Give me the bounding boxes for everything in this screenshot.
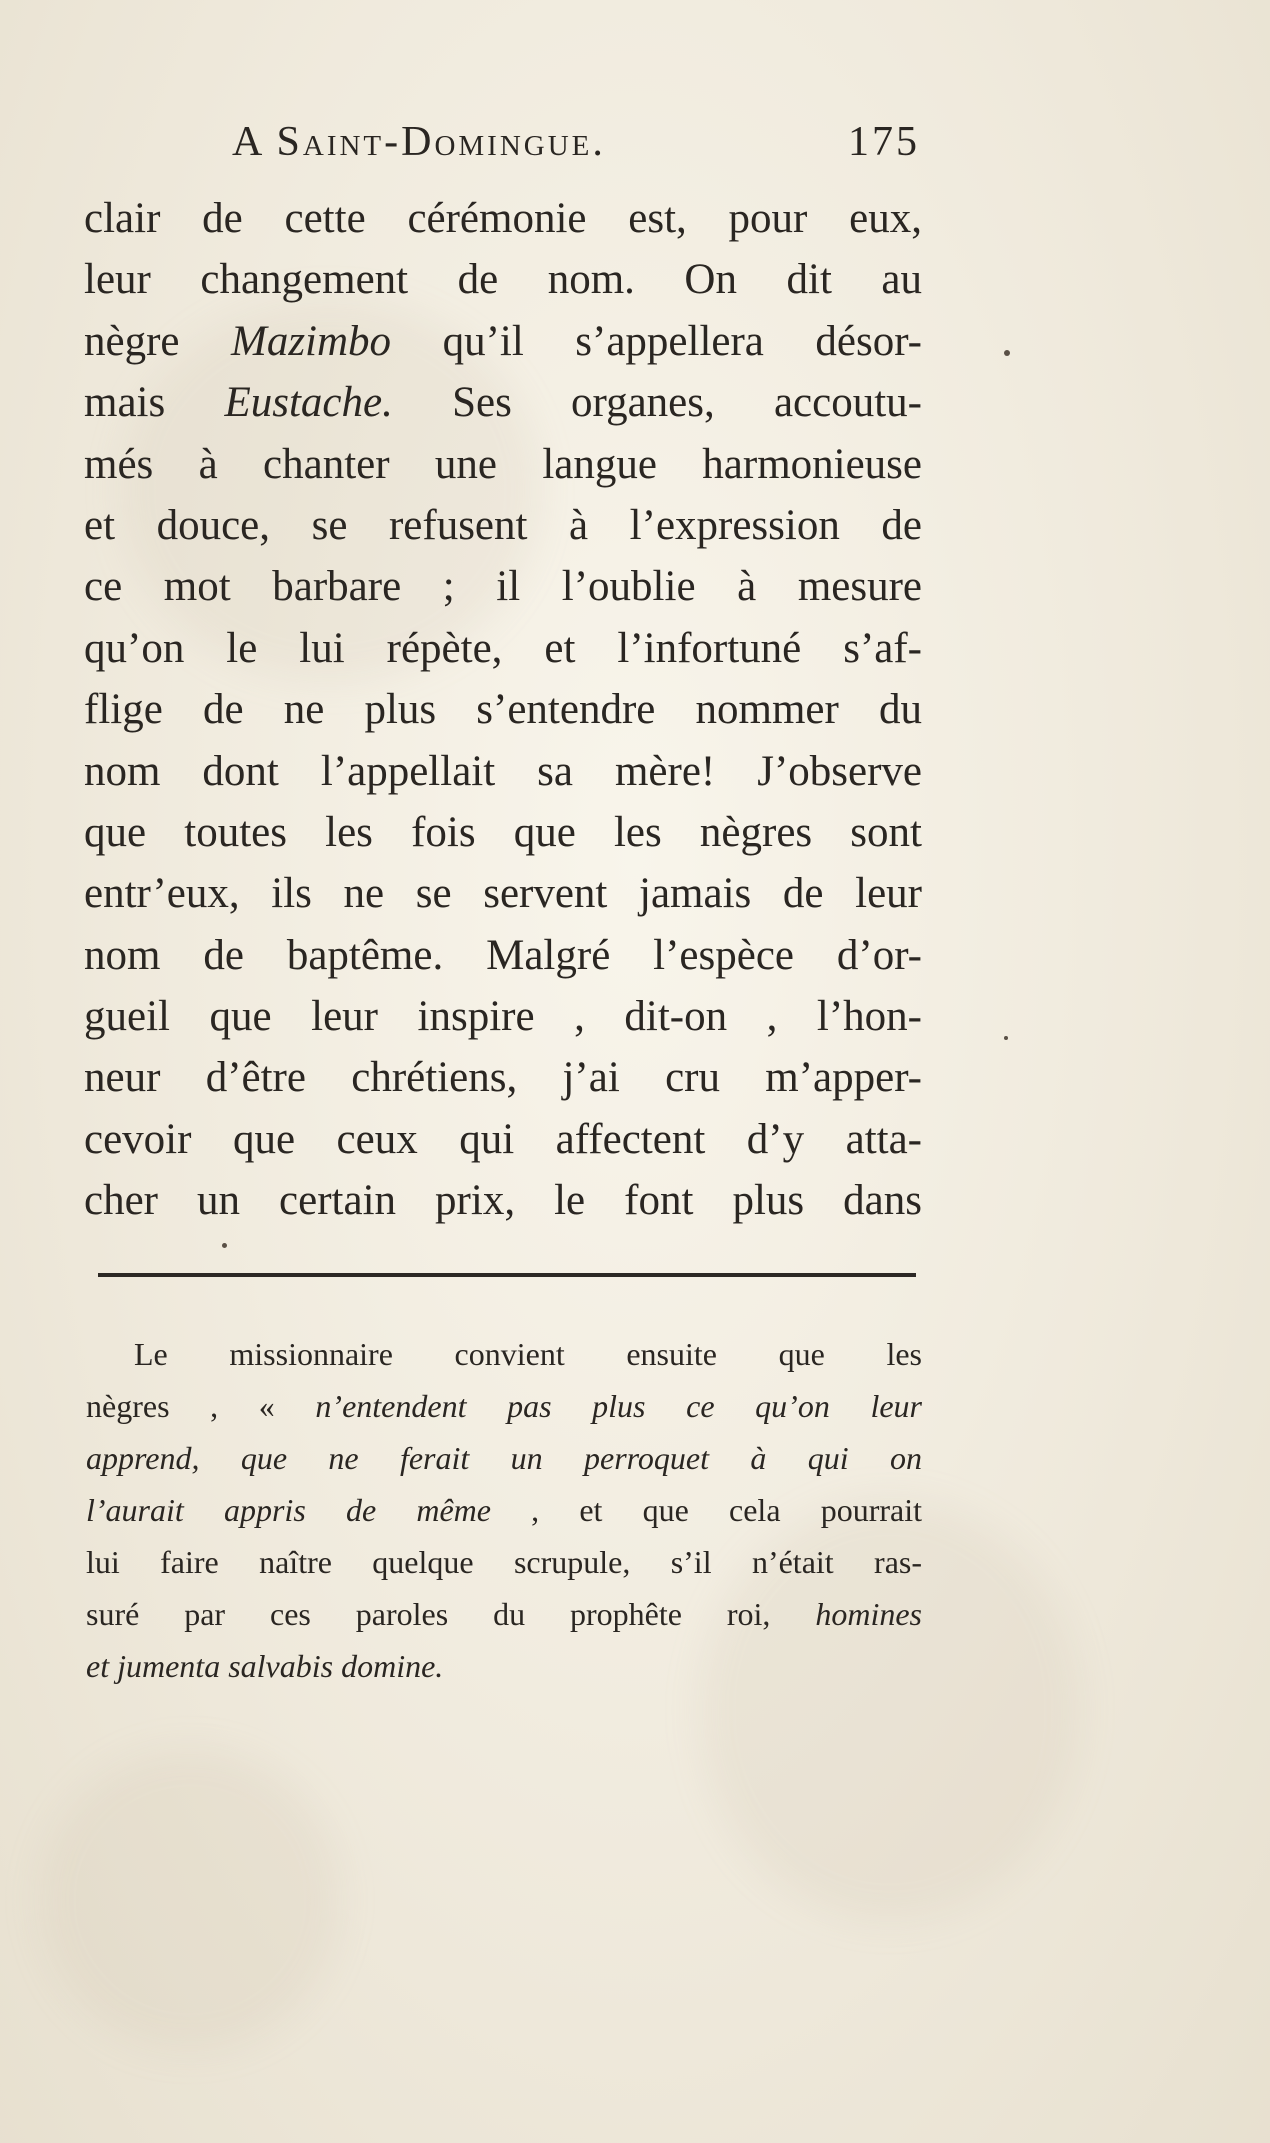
text-line: qu’on le lui répète, et l’infortuné s’af- bbox=[84, 624, 922, 672]
footnote-rule bbox=[98, 1273, 916, 1277]
text-line: flige de ne plus s’entendre nommer du bbox=[84, 686, 922, 734]
ink-speck bbox=[1004, 350, 1010, 356]
ink-speck bbox=[222, 1243, 227, 1248]
text-line: cher un certain prix, le font plus dans bbox=[84, 1177, 922, 1225]
text-line: entr’eux, ils ne se servent jamais de leur bbox=[84, 870, 922, 918]
footnote-line: suré par ces paroles du prophête roi, homines bbox=[86, 1596, 922, 1632]
text-line: mais Eustache. Ses organes, accoutu- bbox=[84, 379, 922, 427]
text-line: ce mot barbare ; il l’oublie à mesure bbox=[84, 563, 922, 611]
footnote-line: lui faire naître quelque scrupule, s’il n’était ras- bbox=[86, 1544, 922, 1580]
text-line: més à chanter une langue harmonieuse bbox=[84, 440, 922, 488]
body-text bbox=[84, 188, 922, 1232]
footnote-line: nègres , « n’entendent pas plus ce qu’on leur bbox=[86, 1388, 922, 1424]
running-head bbox=[232, 118, 920, 178]
text-line: nègre Mazimbo qu’il s’appellera désor- bbox=[84, 317, 922, 365]
footnote bbox=[86, 1328, 922, 1692]
text-line: neur d’être chrétiens, j’ai cru m’apper- bbox=[84, 1054, 922, 1102]
text-line: et douce, se refusent à l’expression de bbox=[84, 501, 922, 549]
text-line: cevoir que ceux qui affectent d’y atta- bbox=[84, 1115, 922, 1163]
text-line: clair de cette cérémonie est, pour eux, bbox=[84, 195, 922, 242]
italic-name: Eustache. bbox=[224, 379, 393, 427]
italic-name: Mazimbo bbox=[231, 317, 392, 365]
footnote-line: apprend, que ne ferait un perroquet à qui on bbox=[86, 1440, 922, 1476]
footnote-line: et jumenta salvabis domine. bbox=[86, 1648, 444, 1684]
text-line: que toutes les fois que les nègres sont bbox=[84, 808, 922, 856]
page-number: 175 bbox=[848, 119, 920, 165]
paper-stain bbox=[40, 1750, 340, 2050]
text-line: leur changement de nom. On dit au bbox=[84, 256, 922, 304]
ink-speck bbox=[1004, 1036, 1008, 1040]
footnote-line: Le missionnaire convient ensuite que les bbox=[134, 1336, 922, 1372]
footnote-line: l’aurait appris de même , et que cela pourrait bbox=[86, 1492, 922, 1528]
running-title: A Saint-Domingue. bbox=[232, 119, 606, 165]
text-line: nom de baptême. Malgré l’espèce d’or- bbox=[84, 931, 922, 979]
text-line: gueil que leur inspire , dit-on , l’hon- bbox=[84, 993, 922, 1041]
text-line: nom dont l’appellait sa mère! J’observe bbox=[84, 747, 922, 795]
